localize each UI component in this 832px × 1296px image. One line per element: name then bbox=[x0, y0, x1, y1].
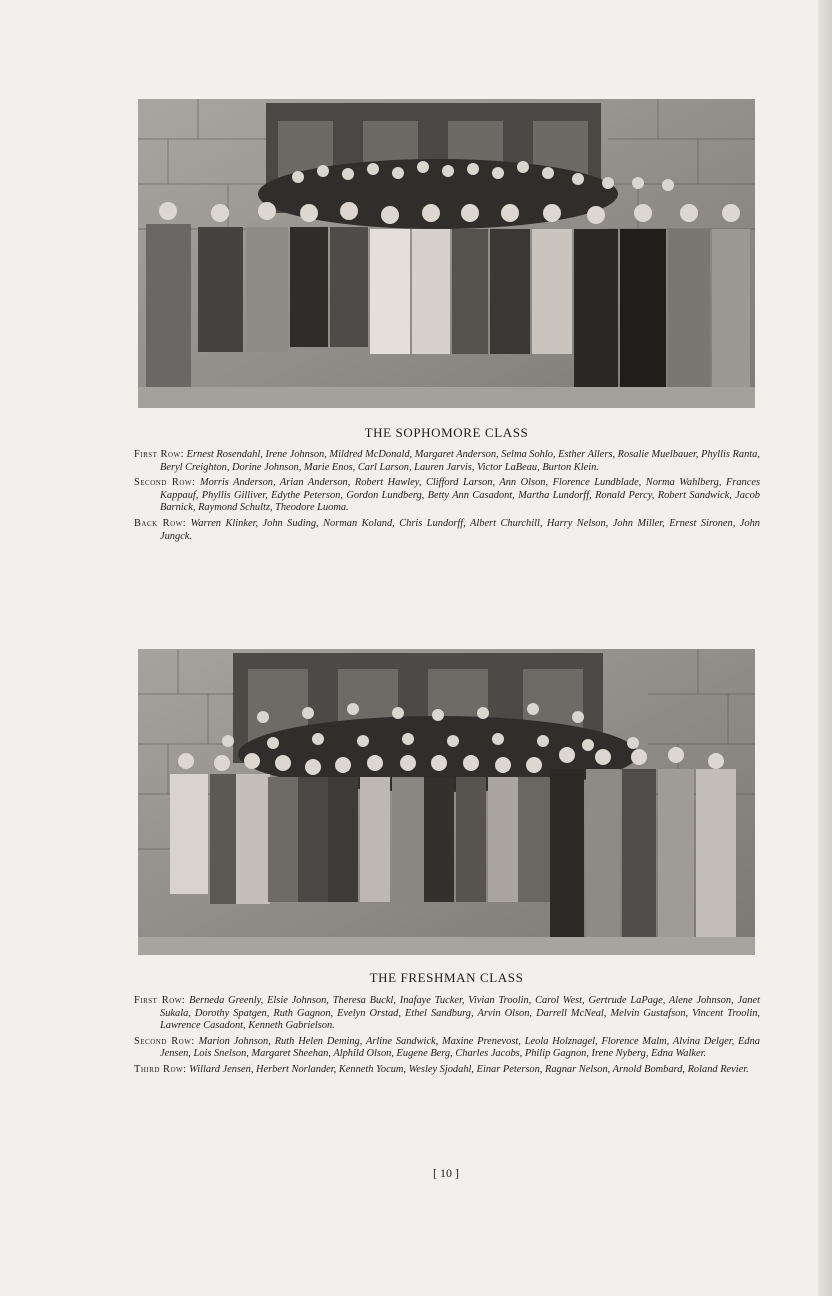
sophomore-class-caption bbox=[134, 449, 760, 546]
row-label: Second Row: bbox=[134, 1035, 195, 1047]
sophomore-class-photo bbox=[138, 99, 755, 408]
freshman-class-caption bbox=[134, 995, 760, 1080]
row-label: Back Row: bbox=[134, 517, 187, 529]
sophomore-first-row bbox=[134, 449, 760, 474]
freshman-photo-image bbox=[138, 649, 755, 955]
row-names: Warren Klinker, John Suding, Norman Koland, Chris Lundorff, Albert Churchill, Harry Nelson, John Miller, Ernest Sironen, John Jungck. bbox=[160, 517, 760, 542]
row-label: Second Row: bbox=[134, 477, 196, 489]
page-number: [ 10 ] bbox=[433, 1166, 459, 1180]
row-names: Willard Jensen, Herbert Norlander, Kenneth Yocum, Wesley Sjodahl, Einar Peterson, Ragnar Nelson, Arnold Bombard, Roland Revier. bbox=[189, 1063, 749, 1075]
row-names: Marion Johnson, Ruth Helen Deming, Arline Sandwick, Maxine Prenevost, Leola Holznagel, Florence Malm, Alvina Delger, Edna Jensen, Lois Snelson, Margaret Sheehan, Alphild Olson, Eugene Berg, Charles Jacobs, Philip Gagnon, Irene Nyberg, Edna Walker. bbox=[160, 1035, 760, 1060]
row-label: Third Row: bbox=[134, 1063, 187, 1075]
freshman-class-title: THE FRESHMAN CLASS bbox=[369, 970, 524, 985]
freshman-second-row bbox=[134, 1036, 760, 1061]
freshman-first-row bbox=[134, 995, 760, 1033]
row-label: First Row: bbox=[134, 995, 186, 1006]
row-names: Ernest Rosendahl, Irene Johnson, Mildred McDonald, Margaret Anderson, Selma Sohlo, Esther Allers, Rosalie Muelbauer, Phyllis Ranta, Beryl Creighton, Dorine Johnson, Marie Enos, Carl Larson, Lauren Jarvis, Victor LaBeau, Burton Klein. bbox=[160, 449, 760, 473]
freshman-class-photo bbox=[138, 649, 755, 955]
sophomore-back-row bbox=[134, 518, 760, 543]
row-names: Morris Anderson, Arian Anderson, Robert Hawley, Clifford Larson, Ann Olson, Florence Lundblade, Norma Wahlberg, Frances Kappauf, Phyllis Gilliver, Edythe Peterson, Gordon Lundberg, Betty Ann Casadont, Martha Lundorff, Ronald Percy, Robert Sandwick, Jacob Barnick, Raymond Schultz, Theodore Luoma. bbox=[160, 477, 760, 514]
sophomore-photo-image bbox=[138, 99, 755, 408]
sophomore-class-title: THE SOPHOMORE CLASS bbox=[364, 425, 529, 440]
row-label: First Row: bbox=[134, 449, 185, 460]
row-names: Berneda Greenly, Elsie Johnson, Theresa Buckl, Inafaye Tucker, Vivian Troolin, Carol West, Gertrude LaPage, Alene Johnson, Janet Sukala, Dorothy Spatgen, Ruth Gagnon, Evelyn Orstad, Ethel Sandburg, Arvin Olson, Darrell McNeal, Melvin Gustafson, Vincent Troolin, Lawrence Casadont, Kenneth Gabrielson. bbox=[160, 995, 761, 1032]
freshman-third-row bbox=[134, 1064, 760, 1077]
sophomore-second-row bbox=[134, 477, 760, 515]
page-edge bbox=[818, 0, 832, 1296]
